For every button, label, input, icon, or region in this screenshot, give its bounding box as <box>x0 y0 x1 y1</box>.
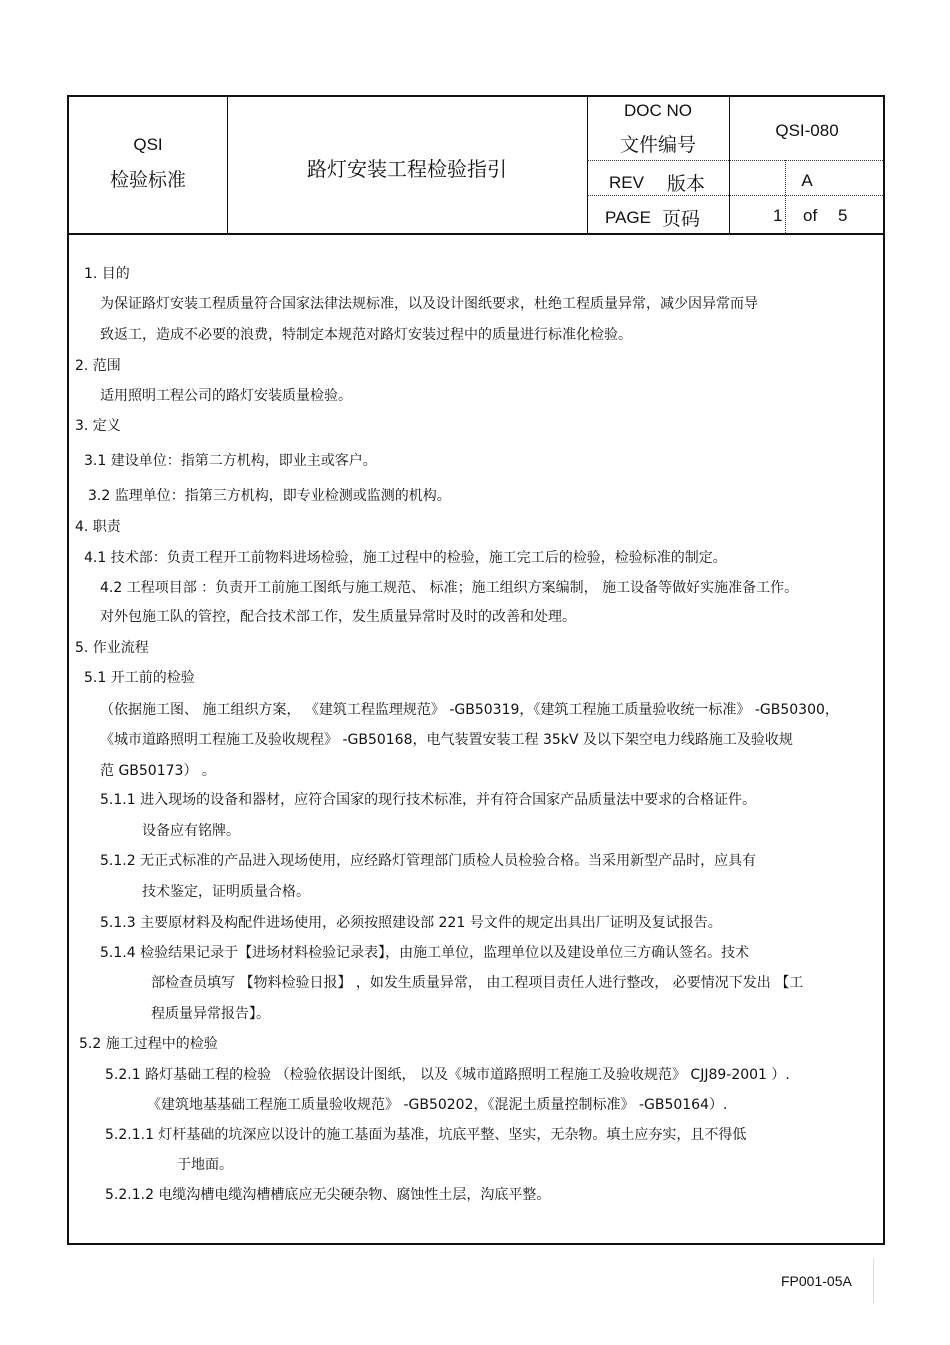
doc-no-label-en: DOC NO <box>624 101 692 120</box>
doc-no-label-cn: 文件编号 <box>619 134 696 156</box>
page-total: 5 <box>838 206 848 225</box>
section-heading: 2. 范围 <box>75 358 121 374</box>
header-divider <box>587 97 588 233</box>
paragraph-line: 对外包施工队的管控，配合技术部工作，发生质量异常时及时的改善和处理。 <box>100 609 576 625</box>
paragraph-line: 设备应有铭牌。 <box>142 823 240 839</box>
paragraph-line: 范 GB50173） 。 <box>100 763 216 779</box>
paragraph-line: 4.1 技术部：负责工程开工前物料进场检验，施工过程中的检验，施工完工后的检验，检验标准的制定。 <box>84 550 727 566</box>
page-label-cn: 页码 <box>662 208 701 230</box>
paragraph-line: 为保证路灯安装工程质量符合国家法律法规标准，以及设计图纸要求，杜绝工程质量异常，减少因异常而导 <box>100 296 758 312</box>
org-label: 检验标准 <box>109 169 186 191</box>
paragraph-line: 5.2.1 路灯基础工程的检验 （检验依据设计图纸， 以及《城市道路照明工程施工及验收规范》 CJJ89-2001 ）. <box>105 1067 790 1083</box>
form-code: FP001-05A <box>781 1273 852 1289</box>
paragraph-line: （依据施工图、 施工组织方案， 《建筑工程监理规范》 -GB50319，《建筑工程施工质量验收统一标准》 -GB50300， <box>100 702 839 718</box>
paragraph-line: 部检查员填写 【物料检验日报】 ，如发生质量异常， 由工程项目责任人进行整改， 必要情况下发出 【工 <box>151 975 804 991</box>
section-heading: 3. 定义 <box>75 418 121 434</box>
paragraph-line: 《城市道路照明工程施工及验收规程》 -GB50168，电气装置安装工程 35kV 及以下架空电力线路施工及验收规 <box>100 732 793 748</box>
page-of: of <box>803 206 818 225</box>
page-number: 1 <box>773 206 783 225</box>
paragraph-line: 技术鉴定，证明质量合格。 <box>142 884 310 900</box>
paragraph-line: 3.2 监理单位：指第三方机构，即专业检测或监测的机构。 <box>88 488 451 504</box>
rev-value: A <box>801 171 813 190</box>
document-title: 路灯安装工程检验指引 <box>307 157 507 181</box>
paragraph-line: 适用照明工程公司的路灯安装质量检验。 <box>100 388 352 404</box>
paragraph-line: 5.1.4 检验结果记录于【进场材料检验记录表】，由施工单位，监理单位以及建设单位三方确认签名。技术 <box>100 945 750 961</box>
paragraph-line: 程质量异常报告】。 <box>151 1006 270 1022</box>
section-heading: 1. 目的 <box>84 266 130 282</box>
footer-divider <box>873 1258 874 1303</box>
page-label-en: PAGE <box>605 208 651 227</box>
doc-no-value: QSI-080 <box>775 121 839 140</box>
paragraph-line: 5.1.2 无正式标准的产品进入现场使用，应经路灯管理部门质检人员检验合格。当采用新型产品时，应具有 <box>100 853 757 869</box>
paragraph-line: 5.2.1.2 电缆沟槽电缆沟槽槽底应无尖硬杂物、腐蚀性土层，沟底平整。 <box>105 1187 551 1203</box>
paragraph-line: 4.2 工程项目部 ：负责开工前施工图纸与施工规范、 标准；施工组织方案编制， 施工设备等做好实施准备工作。 <box>100 580 799 596</box>
header-divider <box>227 97 228 233</box>
paragraph-line: 5.2.1.1 灯杆基础的坑深应以设计的施工基面为基准，坑底平整、坚实，无杂物。填土应夯实，且不得低 <box>105 1127 747 1143</box>
paragraph-line: 于地面。 <box>177 1157 233 1173</box>
header-row-divider <box>587 160 883 161</box>
org-code: QSI <box>133 135 163 154</box>
document-header <box>69 97 883 235</box>
paragraph-line: 3.1 建设单位：指第二方机构，即业主或客户。 <box>84 453 377 469</box>
rev-label-cn: 版本 <box>667 173 706 195</box>
section-heading: 5. 作业流程 <box>75 640 149 656</box>
paragraph-line: 《建筑地基基础工程施工质量验收规范》 -GB50202，《混泥土质量控制标准》 -GB50164）. <box>147 1097 728 1113</box>
rev-label-en: REV <box>609 173 644 192</box>
header-divider <box>729 97 730 233</box>
section-heading: 5.2 施工过程中的检验 <box>79 1036 218 1052</box>
header-row-divider <box>587 195 883 196</box>
paragraph-line: 致返工，造成不必要的浪费，特制定本规范对路灯安装过程中的质量进行标准化检验。 <box>100 327 632 343</box>
paragraph-line: 5.1 开工前的检验 <box>84 670 195 686</box>
paragraph-line: 5.1.3 主要原材料及构配件进场使用，必须按照建设部 221 号文件的规定出具出厂证明及复试报告。 <box>100 915 722 931</box>
section-heading: 4. 职责 <box>75 519 121 535</box>
paragraph-line: 5.1.1 进入现场的设备和器材，应符合国家的现行技术标准，并有符合国家产品质量法中要求的合格证件。 <box>100 792 757 808</box>
